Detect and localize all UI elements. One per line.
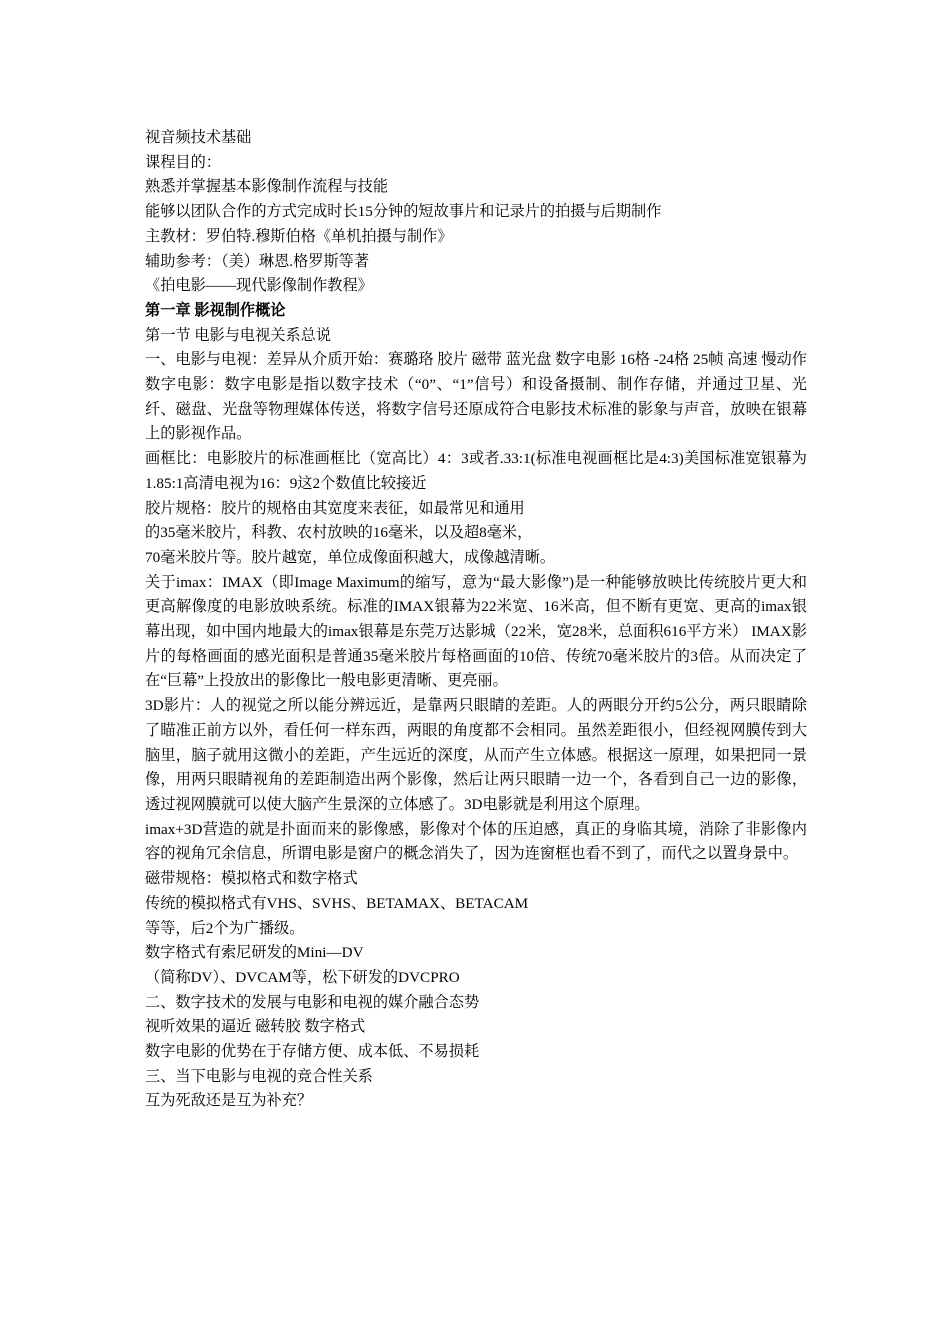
paragraph: 辅助参考：（美）琳恩.格罗斯等著 (145, 252, 370, 270)
paragraph: 互为死敌还是互为补充？ (145, 1092, 313, 1110)
paragraph: 传统的模拟格式有VHS、SVHS、BETAMAX、BETACAM (145, 894, 529, 912)
paragraph: 一、电影与电视：差异从介质开始：赛璐珞 胶片 磁带 蓝光盘 数字电影 16格 -24格 25帧 高速 慢动作 (145, 351, 807, 369)
paragraph: （简称DV）、DVCAM等，松下研发的DVCPRO (145, 968, 460, 986)
paragraph: 磁带规格：模拟格式和数字格式 (145, 870, 358, 888)
paragraph: 数字格式有索尼研发的Mini—DV (145, 944, 364, 962)
paragraph: 视听效果的逼近 磁转胶 数字格式 (145, 1018, 366, 1036)
paragraph: 数字电影的优势在于存储方便、成本低、不易损耗 (145, 1043, 480, 1061)
paragraph: 的35毫米胶片，科教、农村放映的16毫米，以及超8毫米， (145, 524, 533, 542)
paragraph: 数字电影：数字电影是指以数字技术（“0”、“1”信号）和设备摄制、制作存储，并通过卫星、光纤、磁盘、光盘等物理媒体传送，将数字信号还原成符合电影技术标准的影象与声音，放映在银幕上的影视作品。 (145, 376, 807, 443)
section-heading: 第一节 电影与电视关系总说 (145, 326, 332, 344)
paragraph: 胶片规格：胶片的规格由其宽度来表征，如最常见和通用 (145, 499, 525, 517)
paragraph: 70毫米胶片等。胶片越宽，单位成像面积越大，成像越清晰。 (145, 548, 556, 566)
section-heading: 三、当下电影与电视的竞合性关系 (145, 1067, 373, 1085)
paragraph: 《拍电影——现代影像制作教程》 (145, 277, 373, 295)
paragraph: 3D影片：人的视觉之所以能分辨远近，是靠两只眼睛的差距。人的两眼分开约5公分，两只眼睛除了瞄准正前方以外，看任何一样东西，两眼的角度都不会相同。虽然差距很小，但经视网膜传到大脑里，脑子就用这微小的差距，产生远近的深度，从而产生立体感。根据这一原理，如果把同一景像，用两只眼睛视角的差距制造出两个影像，然后让两只眼睛一边一个，各看到自己一边的影像，透过视网膜就可以使大脑产生景深的立体感了。3D电影就是利用这个原理。 (145, 697, 807, 813)
paragraph: 熟悉并掌握基本影像制作流程与技能 (145, 178, 388, 196)
paragraph: 课程目的： (145, 153, 221, 171)
paragraph: 画框比：电影胶片的标准画框比（宽高比）4：3或者.33:1(标准电视画框比是4:3)美国标准宽银幕为1.85:1高清电视为16：9这2个数值比较接近 (145, 450, 807, 492)
paragraph: imax+3D营造的就是扑面而来的影像感，影像对个体的压迫感，真正的身临其境，消除了非影像内容的视角冗余信息，所谓电影是窗户的概念消失了，因为连窗框也看不到了，而代之以置身景中。 (145, 820, 807, 863)
document-title: 视音频技术基础 (145, 129, 252, 146)
paragraph: 能够以团队合作的方式完成时长15分钟的短故事片和记录片的拍摄与后期制作 (145, 203, 662, 221)
paragraph: 主教材：罗伯特.穆斯伯格《单机拍摄与制作》 (145, 227, 453, 245)
paragraph: 等等，后2个为广播级。 (145, 919, 305, 937)
chapter-heading: 第一章 影视制作概论 (145, 301, 286, 319)
paragraph: 关于imax：IMAX（即Image Maximum的缩写，意为“最大影像”)是一种能够放映比传统胶片更大和更高解像度的电影放映系统。标准的IMAX银幕为22米宽、16米高，但不断有更宽、更高的imax银幕出现，如中国内地最大的imax银幕是东莞万达影城（22米，宽28米，总面积616平方米） IMAX影片的每格画面的感光面积是普通35毫米胶片每格画面的10倍、传统70毫米胶片的3倍。从而决定了在“巨幕”上投放出的影像比一般电影更清晰、更亮丽。 (145, 573, 807, 690)
section-heading: 二、数字技术的发展与电影和电视的媒介融合态势 (145, 993, 480, 1011)
document-page (145, 126, 807, 1114)
